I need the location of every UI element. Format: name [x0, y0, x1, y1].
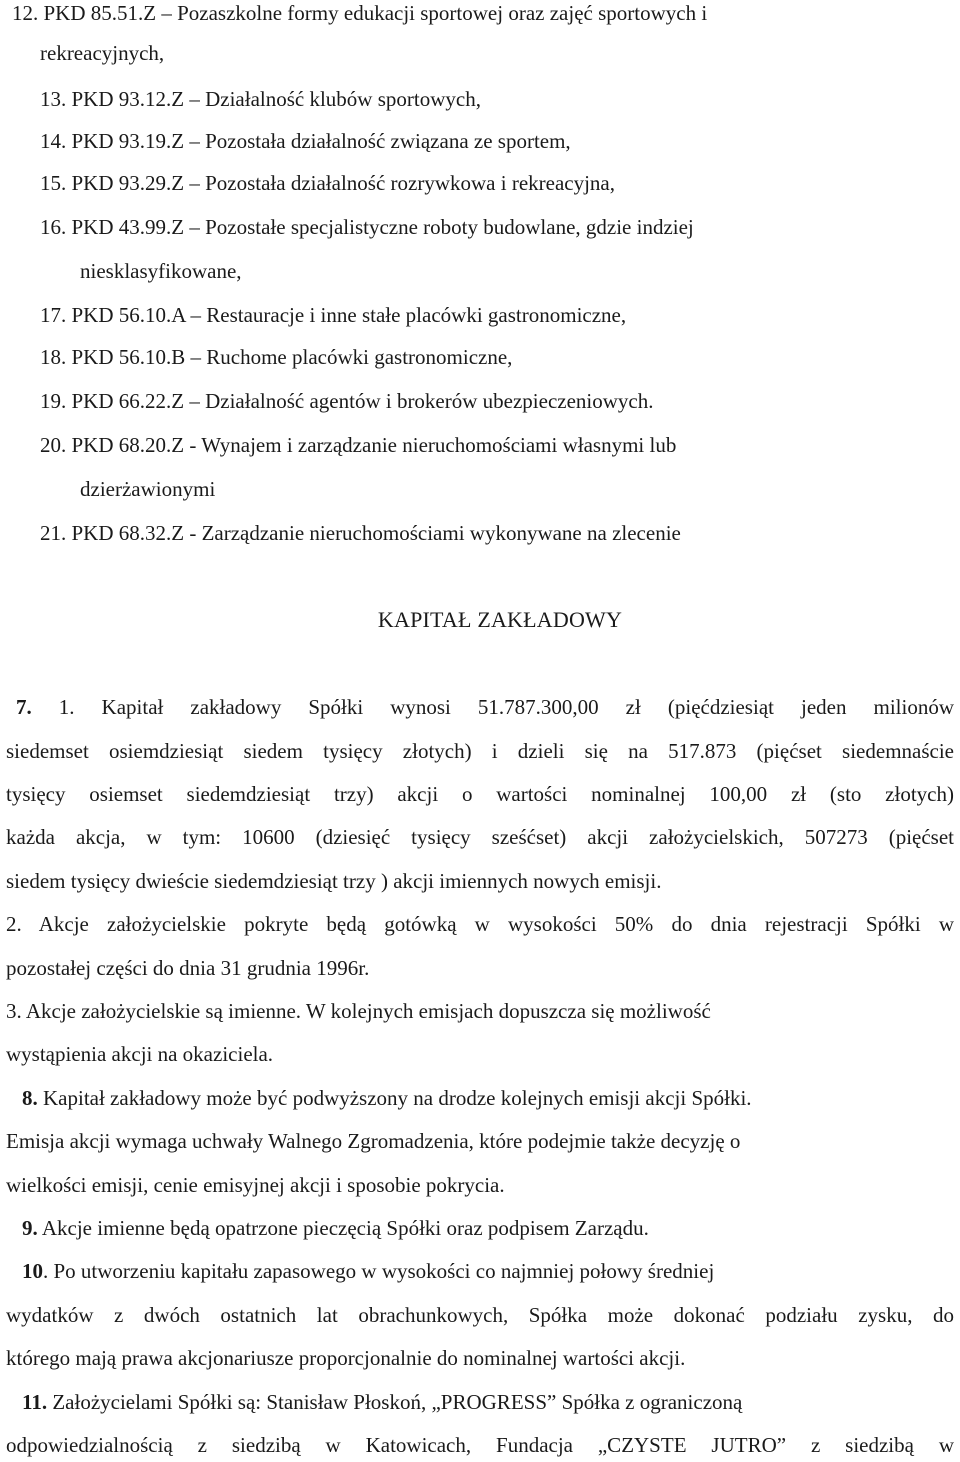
body-line	[6, 820, 954, 854]
pkd-item-20	[40, 428, 676, 462]
pkd-item-text: 12. PKD 85.51.Z – Pozaszkolne formy edukacji sportowej oraz zajęć sportowych i	[12, 1, 708, 25]
body-line-text: siedemset osiemdziesiąt siedem tysięcy złotych) i dzieli się na 517.873 (pięćset siedemnaście	[6, 739, 954, 763]
pkd-item-17	[40, 298, 626, 332]
body-line-text: siedem tysięcy dwieście siedemdziesiąt trzy ) akcji imiennych nowych emisji.	[6, 869, 662, 893]
paragraph-number: 10	[22, 1259, 43, 1283]
section-heading: KAPITAŁ ZAKŁADOWY	[377, 607, 623, 632]
body-line	[6, 994, 711, 1028]
pkd-item-text: 20. PKD 68.20.Z - Wynajem i zarządzanie nieruchomościami własnymi lub	[40, 433, 677, 457]
body-line	[6, 734, 954, 768]
pkd-item-text: 13. PKD 93.12.Z – Działalność klubów sportowych,	[40, 87, 481, 111]
pkd-item-text: 19. PKD 66.22.Z – Działalność agentów i brokerów ubezpieczeniowych.	[40, 389, 654, 413]
body-line-text: tysięcy osiemset siedemdziesiąt trzy) akcji o wartości nominalnej 100,00 zł (sto złotych)	[6, 782, 954, 806]
pkd-item-12-cont	[40, 36, 164, 70]
pkd-item-text: niesklasyfikowane,	[80, 259, 242, 283]
body-line-text: 1. Kapitał zakładowy Spółki wynosi 51.787.300,00 zł (pięćdziesiąt jeden milionów	[31, 695, 954, 719]
body-line-text: Akcje imienne będą opatrzone pieczęcią Spółki oraz podpisem Zarządu.	[37, 1216, 649, 1240]
paragraph-number: 11.	[22, 1390, 48, 1414]
body-line	[6, 951, 369, 985]
pkd-item-16-cont	[80, 254, 242, 288]
body-line-text: Kapitał zakładowy może być podwyższony na drodze kolejnych emisji akcji Spółki.	[37, 1086, 752, 1110]
body-line	[22, 1081, 752, 1115]
body-line-text: odpowiedzialnością z siedzibą w Katowicach, Fundacja „CZYSTE JUTRO” z siedzibą w	[6, 1433, 954, 1457]
body-line	[16, 690, 954, 724]
body-line	[6, 1341, 685, 1375]
pkd-item-text: 14. PKD 93.19.Z – Pozostała działalność związana ze sportem,	[40, 129, 571, 153]
body-line	[22, 1254, 714, 1288]
pkd-item-text: 18. PKD 56.10.B – Ruchome placówki gastronomiczne,	[40, 345, 513, 369]
pkd-item-12	[12, 0, 707, 30]
body-line	[6, 1428, 954, 1462]
body-line-text: wielkości emisji, cenie emisyjnej akcji i sposobie pokrycia.	[6, 1173, 505, 1197]
body-line	[6, 777, 954, 811]
body-line-text: 2. Akcje założycielskie pokryte będą gotówką w wysokości 50% do dnia rejestracji Spółki w	[6, 912, 954, 936]
body-line-text: 3. Akcje założycielskie są imienne. W kolejnych emisjach dopuszcza się możliwość	[6, 999, 711, 1023]
paragraph-number: 7.	[16, 695, 32, 719]
body-line-text: którego mają prawa akcjonariusze proporcjonalnie do nominalnej wartości akcji.	[6, 1346, 686, 1370]
pkd-item-20-cont	[80, 472, 215, 506]
pkd-item-text: rekreacyjnych,	[40, 41, 165, 65]
pkd-item-14	[40, 124, 571, 158]
body-line	[6, 907, 954, 941]
paragraph-number: 9.	[22, 1216, 38, 1240]
body-line-text: wydatków z dwóch ostatnich lat obrachunkowych, Spółka może dokonać podziału zysku, do	[6, 1303, 954, 1327]
body-line	[6, 864, 661, 898]
body-line	[22, 1385, 742, 1419]
body-line	[6, 1124, 740, 1158]
pkd-item-21	[40, 516, 681, 550]
pkd-item-13	[40, 82, 481, 116]
body-line	[6, 1168, 505, 1202]
pkd-item-text: 17. PKD 56.10.A – Restauracje i inne stałe placówki gastronomiczne,	[40, 303, 627, 327]
pkd-item-text: 15. PKD 93.29.Z – Pozostała działalność rozrywkowa i rekreacyjna,	[40, 171, 615, 195]
pkd-item-16	[40, 210, 694, 244]
pkd-item-18	[40, 340, 512, 374]
body-line-text: każda akcja, w tym: 10600 (dziesięć tysięcy sześćset) akcji założycielskich, 507273 (pięćset	[6, 825, 954, 849]
pkd-item-19	[40, 384, 654, 418]
body-line	[6, 1298, 954, 1332]
pkd-item-15	[40, 166, 615, 200]
pkd-item-text: dzierżawionymi	[80, 477, 216, 501]
body-line	[22, 1211, 649, 1245]
body-line-text: wystąpienia akcji na okaziciela.	[6, 1042, 274, 1066]
paragraph-number: 8.	[22, 1086, 38, 1110]
body-line	[6, 1037, 273, 1071]
pkd-item-text: 21. PKD 68.32.Z - Zarządzanie nieruchomościami wykonywane na zlecenie	[40, 521, 681, 545]
body-line-text: Założycielami Spółki są: Stanisław Płoskoń, „PROGRESS” Spółka z ograniczoną	[47, 1390, 743, 1414]
body-line-text: . Po utworzeniu kapitału zapasowego w wysokości co najmniej połowy średniej	[43, 1259, 715, 1283]
pkd-item-text: 16. PKD 43.99.Z – Pozostałe specjalistyczne roboty budowlane, gdzie indziej	[40, 215, 694, 239]
body-line-text: Emisja akcji wymaga uchwały Walnego Zgromadzenia, które podejmie także decyzję o	[6, 1129, 741, 1153]
body-line-text: pozostałej części do dnia 31 grudnia 1996r.	[6, 956, 370, 980]
